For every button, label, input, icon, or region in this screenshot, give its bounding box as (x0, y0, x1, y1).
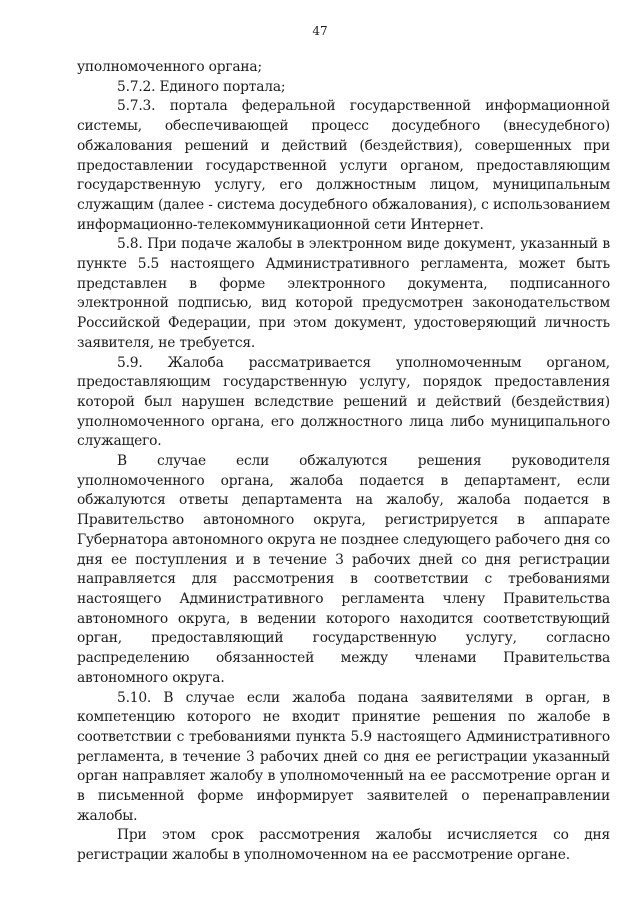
paragraph-5-7-2: 5.7.2. Единого портала; (117, 78, 286, 95)
page-number: 47 (312, 24, 328, 38)
paragraph-continuation: уполномоченного органа; (77, 59, 262, 75)
paragraph-5-7-3: 5.7.3. портала федеральной государственной информационной системы, обеспечивающей процесс досудебного (внесудебного) обжалования решений и действий (бездействия), совершенных при предоставлении государственной услуги органом, предоставляющим государственную услугу, его должностным лицом, муниципальным служащим (далее - система досудебного обжалования), с использованием информационно-телекоммуникационной сети Интернет. (77, 98, 610, 233)
paragraph-5-10: 5.10. В случае если жалоба подана заявителями в орган, в компетенцию которого не входит принятие решения по жалобе в соответствии с требованиями пункта 5.9 настоящего Административного регламента, в течение 3 рабочих дней со дня ее регистрации указанный орган направляет жалобу в уполномоченный на ее рассмотрение орган и в письменной форме информирует заявителей о перенаправлении жалобы. (77, 689, 610, 824)
document-body (77, 58, 610, 866)
paragraph-5-8: 5.8. При подаче жалобы в электронном виде документ, указанный в пункте 5.5 настоящего Административного регламента, может быть представлен в форме электронного документа, подписанного электронной подписью, вид которой предусмотрен законодательством Российской Федерации, при этом документ, удостоверяющий личность заявителя, не требуется. (77, 236, 610, 351)
paragraph-5-9: 5.9. Жалоба рассматривается уполномоченным органом, предоставляющим государственную услугу, порядок предоставления которой был нарушен вследствие решений и действий (бездействия) уполномоченного органа, его должностного лица либо муниципального служащего. (77, 354, 610, 450)
paragraph-5-9-appeal: В случае если обжалуются решения руководителя уполномоченного органа, жалоба подается в департамент, если обжалуются ответы департамента на жалобу, жалоба подается в Правительство автономного округа, регистрируется в аппарате Губернатора автономного округа не позднее следующего рабочего дня со дня ее поступления и в течение 3 рабочих дней со дня регистрации направляется для рассмотрения в соответствии с требованиями настоящего Административного регламента члену Правительства автономного округа, в ведении которого находится соответствующий орган, предоставляющий государственную услугу, согласно распределению обязанностей между членами Правительства автономного округа. (77, 453, 610, 686)
paragraph-5-10-term: При этом срок рассмотрения жалобы исчисляется со дня регистрации жалобы в уполномоченном на ее рассмотрение органе. (77, 827, 610, 864)
